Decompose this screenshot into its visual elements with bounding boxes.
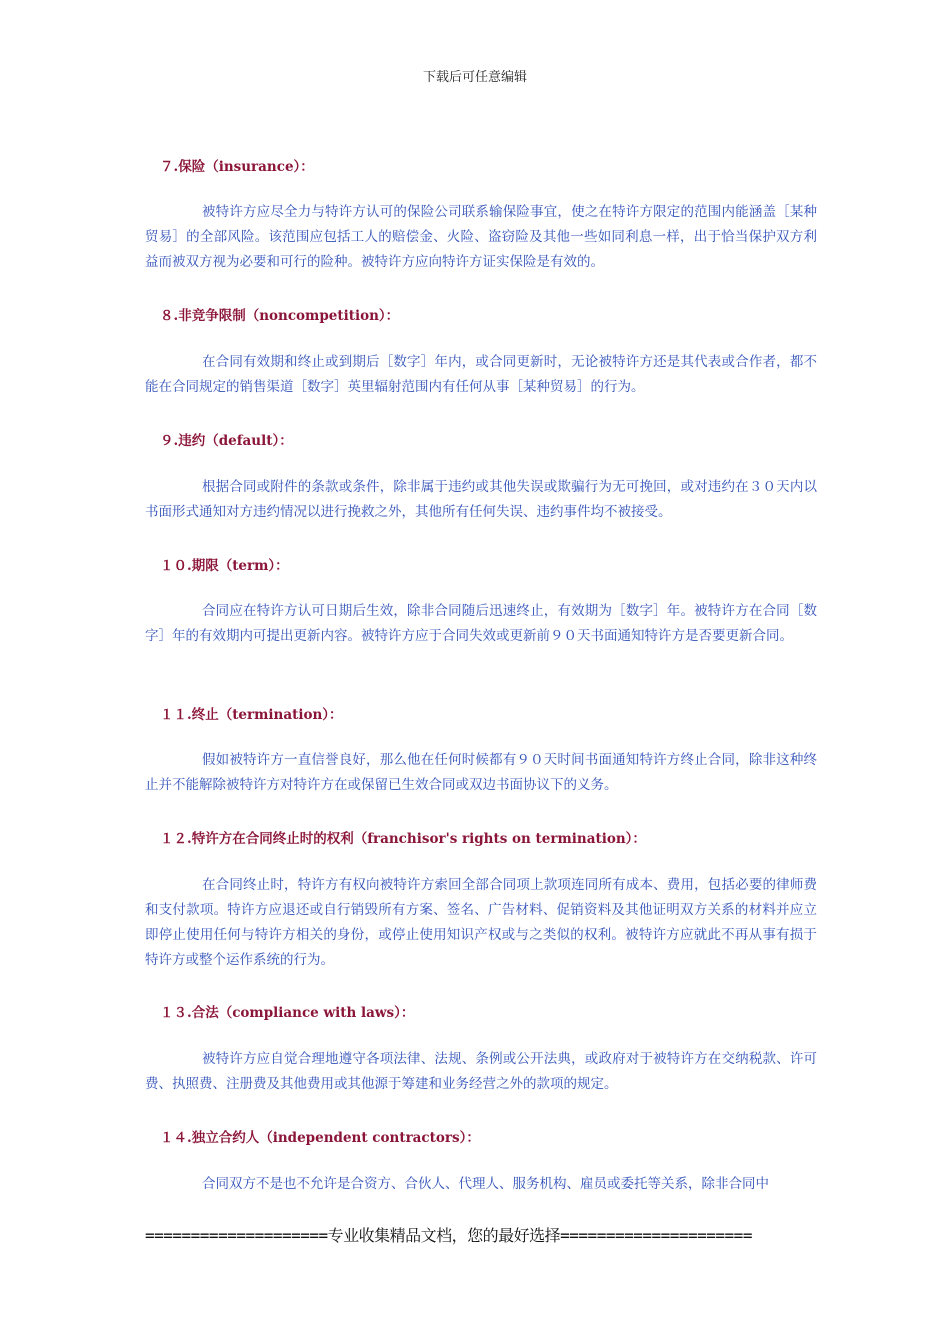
page-footer: ====================专业收集精品文档，您的最好选择===================== <box>145 1226 752 1245</box>
section-heading-insurance: ７.保险（insurance）： <box>160 159 314 175</box>
section-body-independent-contractors: 合同双方不是也不允许是合资方、合伙人、代理人、服务机构、雇员或委托等关系，除非合同中 <box>202 1176 769 1192</box>
section-body-term: 合同应在特许方认可日期后生效，除非合同随后迅速终止，有效期为［数字］年。被特许方在合同［数字］年的有效期内可提出更新内容。被特许方应于合同失效或更新前９０天书面通知特许方是否要更新合同。 <box>145 603 817 644</box>
section-body-compliance: 被特许方应自觉合理地遵守各项法律、法规、条例或公开法典，或政府对于被特许方在交纳税款、许可费、执照费、注册费及其他费用或其他源于筹建和业务经营之外的款项的规定。 <box>145 1051 817 1092</box>
section-body-termination: 假如被特许方一直信誉良好，那么他在任何时候都有９０天时间书面通知特许方终止合同，除非这种终止并不能解除被特许方对特许方在或保留已生效合同或双边书面协议下的义务。 <box>145 752 817 793</box>
page-header: 下载后可任意编辑 <box>422 70 527 85</box>
section-heading-default: ９.违约（default）： <box>160 433 293 449</box>
section-heading-termination: １１.终止（termination）： <box>160 707 343 723</box>
section-heading-compliance: １３.合法（compliance with laws）： <box>160 1005 415 1021</box>
section-heading-franchisor-rights: １２.特许方在合同终止时的权利（franchisor's rights on termination）： <box>160 831 646 847</box>
section-body-default: 根据合同或附件的条款或条件，除非属于违约或其他失误或欺骗行为无可挽回，或对违约在３０天内以书面形式通知对方违约情况以进行挽救之外，其他所有任何失误、违约事件均不被接受。 <box>145 479 817 520</box>
section-heading-independent-contractors: １４.独立合约人（independent contractors）： <box>160 1130 480 1146</box>
section-body-noncompetition: 在合同有效期和终止或到期后［数字］年内，或合同更新时，无论被特许方还是其代表或合作者，都不能在合同规定的销售渠道［数字］英里辐射范围内有任何从事［某种贸易］的行为。 <box>145 354 817 395</box>
section-heading-noncompetition: ８.非竞争限制（noncompetition）： <box>160 308 400 324</box>
section-body-insurance: 被特许方应尽全力与特许方认可的保险公司联系输保险事宜，使之在特许方限定的范围内能涵盖［某种贸易］的全部风险。该范围应包括工人的赔偿金、火险、盗窃险及其他一些如同利息一样，出于恰当保护双方利益而被双方视为必要和可行的险种。被特许方应向特许方证实保险是有效的。 <box>145 204 817 270</box>
section-heading-term: １０.期限（term）： <box>160 558 289 574</box>
section-body-franchisor-rights: 在合同终止时，特许方有权向被特许方索回全部合同项上款项连同所有成本、费用，包括必要的律师费和支付款项。特许方应退还或自行销毁所有方案、签名、广告材料、促销资料及其他证明双方关系的材料并应立即停止使用任何与特许方相关的身份，或停止使用知识产权或与之类似的权利。被特许方应就此不再从事有损于特许方或整个运作系统的行为。 <box>145 877 817 968</box>
